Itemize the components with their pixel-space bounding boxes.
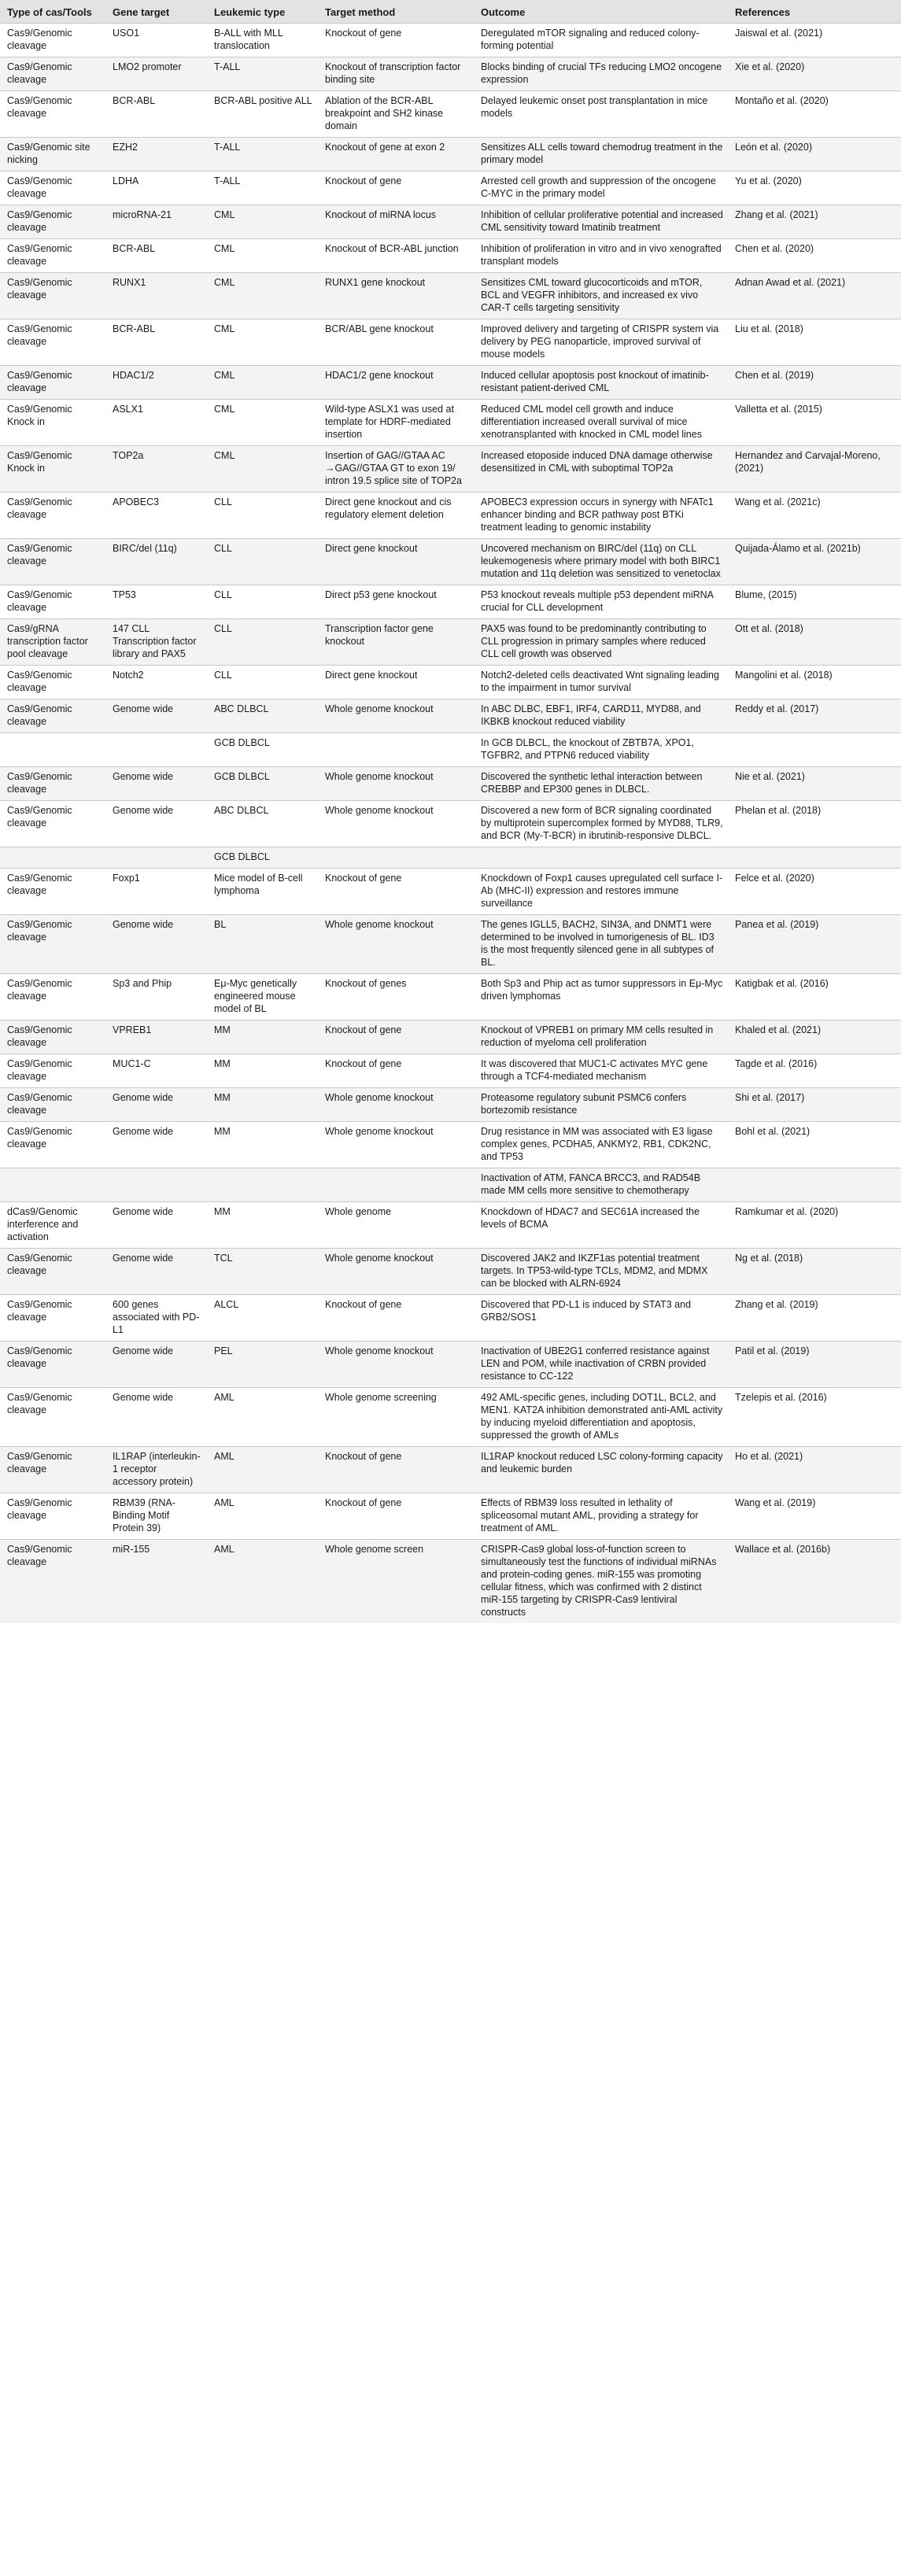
cell-type: Cas9/Genomic cleavage <box>0 91 105 138</box>
cell-type: Cas9/Genomic cleavage <box>0 801 105 847</box>
cell-type: Cas9/Genomic cleavage <box>0 493 105 539</box>
cell-type: Cas9/Genomic cleavage <box>0 1447 105 1493</box>
cell-outcome: Delayed leukemic onset post transplantation in mice models <box>474 91 728 138</box>
cell-reference: Liu et al. (2018) <box>728 319 901 366</box>
table-row <box>0 493 901 539</box>
cell-reference: Katigbak et al. (2016) <box>728 974 901 1020</box>
header-leukemic-type: Leukemic type <box>207 0 318 24</box>
cell-target-method: Whole genome knockout <box>318 915 474 974</box>
cell-reference: Felce et al. (2020) <box>728 869 901 915</box>
cell-reference: Ho et al. (2021) <box>728 1447 901 1493</box>
cell-gene-target: Genome wide <box>105 767 207 801</box>
table-row <box>0 172 901 205</box>
cell-outcome: Discovered that PD-L1 is induced by STAT3 and GRB2/SOS1 <box>474 1295 728 1342</box>
cell-target-method: Whole genome <box>318 1202 474 1249</box>
cell-target-method: Ablation of the BCR-ABL breakpoint and SH2 kinase domain <box>318 91 474 138</box>
cell-reference: Montaño et al. (2020) <box>728 91 901 138</box>
cell-reference: Ott et al. (2018) <box>728 619 901 666</box>
cell-type: Cas9/Genomic cleavage <box>0 1493 105 1540</box>
cell-target-method: Direct gene knockout <box>318 666 474 699</box>
header-target-method: Target method <box>318 0 474 24</box>
cell-type: Cas9/Genomic cleavage <box>0 1388 105 1447</box>
cell-leukemic-type: ABC DLBCL <box>207 699 318 733</box>
cell-target-method: Knockout of gene <box>318 172 474 205</box>
cell-target-method: Knockout of gene <box>318 1493 474 1540</box>
cell-reference: Bohl et al. (2021) <box>728 1122 901 1168</box>
cell-reference: Hernandez and Carvajal-Moreno, (2021) <box>728 446 901 493</box>
cell-gene-target: TOP2a <box>105 446 207 493</box>
table-row <box>0 400 901 446</box>
table-header <box>0 0 901 24</box>
cell-gene-target: Notch2 <box>105 666 207 699</box>
cell-reference: Ng et al. (2018) <box>728 1249 901 1295</box>
cell-reference: Patil et al. (2019) <box>728 1342 901 1388</box>
cell-outcome: In ABC DLBC, EBF1, IRF4, CARD11, MYD88, and IKBKB knockout reduced viability <box>474 699 728 733</box>
cell-leukemic-type: MM <box>207 1020 318 1054</box>
table-row <box>0 915 901 974</box>
cell-target-method: BCR/ABL gene knockout <box>318 319 474 366</box>
cell-type: Cas9/Genomic cleavage <box>0 205 105 239</box>
table-row <box>0 57 901 91</box>
cell-gene-target: Genome wide <box>105 1388 207 1447</box>
cell-outcome: Discovered the synthetic lethal interaction between CREBBP and EP300 genes in DLBCL. <box>474 767 728 801</box>
cell-type: Cas9/Genomic cleavage <box>0 1054 105 1088</box>
cell-reference: Wang et al. (2021c) <box>728 493 901 539</box>
cell-outcome: PAX5 was found to be predominantly contributing to CLL progression in primary samples where reduced CLL cell growth was observed <box>474 619 728 666</box>
cell-type: Cas9/Genomic cleavage <box>0 319 105 366</box>
cell-gene-target: HDAC1/2 <box>105 366 207 400</box>
cell-outcome: Blocks binding of crucial TFs reducing LMO2 oncogene expression <box>474 57 728 91</box>
cell-leukemic-type: CML <box>207 319 318 366</box>
cell-target-method <box>318 733 474 767</box>
cell-leukemic-type: CML <box>207 273 318 319</box>
table-row <box>0 733 901 767</box>
cell-gene-target: VPREB1 <box>105 1020 207 1054</box>
table-row <box>0 1388 901 1447</box>
cell-leukemic-type: AML <box>207 1447 318 1493</box>
cell-reference: León et al. (2020) <box>728 138 901 172</box>
cell-leukemic-type: CML <box>207 400 318 446</box>
cell-gene-target: RUNX1 <box>105 273 207 319</box>
cell-leukemic-type: CML <box>207 205 318 239</box>
cell-target-method <box>318 847 474 869</box>
cell-type: Cas9/gRNA transcription factor pool cleavage <box>0 619 105 666</box>
cell-gene-target: Genome wide <box>105 1342 207 1388</box>
cell-leukemic-type: B-ALL with MLL translocation <box>207 24 318 57</box>
table-row <box>0 1447 901 1493</box>
cell-leukemic-type: GCB DLBCL <box>207 733 318 767</box>
cell-gene-target: microRNA-21 <box>105 205 207 239</box>
cell-gene-target: BIRC/del (11q) <box>105 539 207 585</box>
cell-gene-target: ASLX1 <box>105 400 207 446</box>
cell-type: Cas9/Genomic cleavage <box>0 767 105 801</box>
cell-target-method: Whole genome knockout <box>318 699 474 733</box>
cell-target-method: Transcription factor gene knockout <box>318 619 474 666</box>
table-row <box>0 699 901 733</box>
table-row <box>0 666 901 699</box>
cell-leukemic-type: CLL <box>207 666 318 699</box>
cell-reference: Chen et al. (2019) <box>728 366 901 400</box>
cell-leukemic-type: MM <box>207 1088 318 1122</box>
cell-outcome: Reduced CML model cell growth and induce differentiation increased overall survival of mice xenotransplanted with knocked in CML model lines <box>474 400 728 446</box>
table-row <box>0 1088 901 1122</box>
header-type: Type of cas/Tools <box>0 0 105 24</box>
cell-gene-target: LDHA <box>105 172 207 205</box>
cell-leukemic-type: CLL <box>207 619 318 666</box>
cell-outcome: Arrested cell growth and suppression of the oncogene C-MYC in the primary model <box>474 172 728 205</box>
cell-leukemic-type: TCL <box>207 1249 318 1295</box>
header-references: References <box>728 0 901 24</box>
cell-leukemic-type: CLL <box>207 585 318 619</box>
cell-reference <box>728 847 901 869</box>
cell-outcome: In GCB DLBCL, the knockout of ZBTB7A, XPO1, TGFBR2, and PTPN6 reduced viability <box>474 733 728 767</box>
cell-type: Cas9/Genomic Knock in <box>0 400 105 446</box>
cell-target-method <box>318 1168 474 1202</box>
cell-outcome: Increased etoposide induced DNA damage otherwise desensitized in CML with suboptimal TOP2a <box>474 446 728 493</box>
cell-target-method: Knockout of gene <box>318 1020 474 1054</box>
cell-target-method: Knockout of gene <box>318 1054 474 1088</box>
cell-gene-target: BCR-ABL <box>105 319 207 366</box>
cell-gene-target: Genome wide <box>105 801 207 847</box>
table-row <box>0 1122 901 1168</box>
cell-target-method: Knockout of gene <box>318 1295 474 1342</box>
cell-outcome: Improved delivery and targeting of CRISPR system via delivery by PEG nanoparticle, improved survival of mouse models <box>474 319 728 366</box>
cell-type: Cas9/Genomic cleavage <box>0 1249 105 1295</box>
cell-reference: Wang et al. (2019) <box>728 1493 901 1540</box>
table-row <box>0 585 901 619</box>
cell-leukemic-type: CLL <box>207 493 318 539</box>
cell-leukemic-type: T-ALL <box>207 57 318 91</box>
cell-reference: Jaiswal et al. (2021) <box>728 24 901 57</box>
cell-outcome: Uncovered mechanism on BIRC/del (11q) on CLL leukemogenesis where primary model with both BIRC1 mutation and 11q deletion was sensitized to venetoclax <box>474 539 728 585</box>
cell-outcome: Knockdown of HDAC7 and SEC61A increased the levels of BCMA <box>474 1202 728 1249</box>
cell-type: Cas9/Genomic cleavage <box>0 539 105 585</box>
cell-target-method: Insertion of GAG//GTAA AC →GAG//GTAA GT to exon 19/ intron 19.5 splice site of TOP2a <box>318 446 474 493</box>
table-row <box>0 91 901 138</box>
cell-target-method: RUNX1 gene knockout <box>318 273 474 319</box>
cell-target-method: Whole genome screen <box>318 1540 474 1624</box>
cell-target-method: Wild-type ASLX1 was used at template for HDRF-mediated insertion <box>318 400 474 446</box>
cell-reference: Mangolini et al. (2018) <box>728 666 901 699</box>
cell-outcome: P53 knockout reveals multiple p53 dependent miRNA crucial for CLL development <box>474 585 728 619</box>
cell-outcome: Inactivation of UBE2G1 conferred resistance against LEN and POM, while inactivation of CRBN provided resistance to CC-122 <box>474 1342 728 1388</box>
table-body <box>0 24 901 1624</box>
cell-target-method: Knockout of transcription factor binding site <box>318 57 474 91</box>
cell-target-method: Knockout of miRNA locus <box>318 205 474 239</box>
cell-type: Cas9/Genomic cleavage <box>0 172 105 205</box>
cell-target-method: Knockout of gene at exon 2 <box>318 138 474 172</box>
cell-gene-target: miR-155 <box>105 1540 207 1624</box>
cell-gene-target <box>105 1168 207 1202</box>
cell-reference: Chen et al. (2020) <box>728 239 901 273</box>
cell-gene-target: BCR-ABL <box>105 239 207 273</box>
cell-leukemic-type: MM <box>207 1054 318 1088</box>
cell-leukemic-type: MM <box>207 1202 318 1249</box>
table-row <box>0 539 901 585</box>
table-row <box>0 1540 901 1624</box>
table-row <box>0 1054 901 1088</box>
cell-type: Cas9/Genomic cleavage <box>0 666 105 699</box>
cell-gene-target <box>105 733 207 767</box>
cell-leukemic-type <box>207 1168 318 1202</box>
cell-outcome: Discovered a new form of BCR signaling coordinated by multiprotein supercomplex formed by MYD88, TLR9, and BCR (My-T-BCR) in ibrutinib-responsive DLBCL. <box>474 801 728 847</box>
table-row <box>0 1202 901 1249</box>
cell-gene-target: LMO2 promoter <box>105 57 207 91</box>
cell-leukemic-type: AML <box>207 1493 318 1540</box>
cell-outcome: Inhibition of proliferation in vitro and in vivo xenografted transplant models <box>474 239 728 273</box>
cell-reference: Shi et al. (2017) <box>728 1088 901 1122</box>
cell-outcome: Effects of RBM39 loss resulted in lethality of spliceosomal mutant AML, providing a strategy for treatment of AML. <box>474 1493 728 1540</box>
cell-leukemic-type: BL <box>207 915 318 974</box>
cell-reference: Xie et al. (2020) <box>728 57 901 91</box>
cell-gene-target: TP53 <box>105 585 207 619</box>
cell-type: Cas9/Genomic cleavage <box>0 1295 105 1342</box>
table-row <box>0 138 901 172</box>
cell-leukemic-type: MM <box>207 1122 318 1168</box>
cell-target-method: Knockout of gene <box>318 869 474 915</box>
cell-reference <box>728 733 901 767</box>
table-row <box>0 1020 901 1054</box>
cell-target-method: Knockout of gene <box>318 24 474 57</box>
cell-leukemic-type: T-ALL <box>207 172 318 205</box>
table-row <box>0 24 901 57</box>
cell-type: Cas9/Genomic cleavage <box>0 1088 105 1122</box>
cell-gene-target: 147 CLL Transcription factor library and PAX5 <box>105 619 207 666</box>
cell-gene-target: Sp3 and Phip <box>105 974 207 1020</box>
cell-outcome: It was discovered that MUC1-C activates MYC gene through a TCF4-mediated mechanism <box>474 1054 728 1088</box>
cell-outcome: The genes IGLL5, BACH2, SIN3A, and DNMT1 were determined to be involved in tumorigenesis of BL. ID3 is the most frequently silenced gene in all subtypes of BL. <box>474 915 728 974</box>
cell-target-method: Knockout of gene <box>318 1447 474 1493</box>
cell-type <box>0 1168 105 1202</box>
table-row <box>0 767 901 801</box>
table-row <box>0 319 901 366</box>
cell-reference: Ramkumar et al. (2020) <box>728 1202 901 1249</box>
cell-leukemic-type: CML <box>207 366 318 400</box>
cell-reference: Adnan Awad et al. (2021) <box>728 273 901 319</box>
cell-leukemic-type: GCB DLBCL <box>207 767 318 801</box>
table-row <box>0 1295 901 1342</box>
cell-target-method: Whole genome knockout <box>318 767 474 801</box>
table-row <box>0 366 901 400</box>
cell-gene-target <box>105 847 207 869</box>
cell-reference: Blume, (2015) <box>728 585 901 619</box>
cell-reference: Tagde et al. (2016) <box>728 1054 901 1088</box>
cell-outcome: Induced cellular apoptosis post knockout of imatinib-resistant patient-derived CML <box>474 366 728 400</box>
cell-leukemic-type: AML <box>207 1540 318 1624</box>
table-row <box>0 273 901 319</box>
cell-type: Cas9/Genomic site nicking <box>0 138 105 172</box>
cell-type: Cas9/Genomic cleavage <box>0 273 105 319</box>
cell-type: Cas9/Genomic cleavage <box>0 585 105 619</box>
table-row <box>0 205 901 239</box>
cell-target-method: Whole genome knockout <box>318 1342 474 1388</box>
cell-leukemic-type: PEL <box>207 1342 318 1388</box>
cell-outcome: Deregulated mTOR signaling and reduced colony-forming potential <box>474 24 728 57</box>
cell-outcome: Proteasome regulatory subunit PSMC6 confers bortezomib resistance <box>474 1088 728 1122</box>
cell-gene-target: Genome wide <box>105 915 207 974</box>
cell-target-method: Whole genome knockout <box>318 1249 474 1295</box>
table-row <box>0 1342 901 1388</box>
cell-target-method: Direct gene knockout <box>318 539 474 585</box>
cell-leukemic-type: ALCL <box>207 1295 318 1342</box>
cell-target-method: Whole genome knockout <box>318 801 474 847</box>
cell-type: Cas9/Genomic cleavage <box>0 24 105 57</box>
table-row <box>0 1168 901 1202</box>
cell-reference: Panea et al. (2019) <box>728 915 901 974</box>
cell-reference: Khaled et al. (2021) <box>728 1020 901 1054</box>
cell-reference: Quijada-Álamo et al. (2021b) <box>728 539 901 585</box>
cell-outcome: Discovered JAK2 and IKZF1as potential treatment targets. In TP53-wild-type TCLs, MDM2, and MDMX can be blocked with ALRN-6924 <box>474 1249 728 1295</box>
cell-leukemic-type: CML <box>207 239 318 273</box>
cell-leukemic-type: AML <box>207 1388 318 1447</box>
cell-reference: Yu et al. (2020) <box>728 172 901 205</box>
cell-reference: Zhang et al. (2021) <box>728 205 901 239</box>
header-outcome: Outcome <box>474 0 728 24</box>
cell-gene-target: MUC1-C <box>105 1054 207 1088</box>
cell-leukemic-type: CLL <box>207 539 318 585</box>
header-gene-target: Gene target <box>105 0 207 24</box>
cell-type: Cas9/Genomic cleavage <box>0 239 105 273</box>
cell-reference: Zhang et al. (2019) <box>728 1295 901 1342</box>
cell-target-method: Knockout of genes <box>318 974 474 1020</box>
table-row <box>0 619 901 666</box>
cell-leukemic-type: GCB DLBCL <box>207 847 318 869</box>
cell-reference: Phelan et al. (2018) <box>728 801 901 847</box>
table-row <box>0 1249 901 1295</box>
cell-type: Cas9/Genomic cleavage <box>0 974 105 1020</box>
cell-gene-target: BCR-ABL <box>105 91 207 138</box>
cell-target-method: Whole genome knockout <box>318 1122 474 1168</box>
cell-gene-target: Genome wide <box>105 1088 207 1122</box>
table-row <box>0 869 901 915</box>
cell-type <box>0 847 105 869</box>
cell-target-method: Direct p53 gene knockout <box>318 585 474 619</box>
cell-type: dCas9/Genomic interference and activation <box>0 1202 105 1249</box>
cell-target-method: Direct gene knockout and cis regulatory element deletion <box>318 493 474 539</box>
cell-reference <box>728 1168 901 1202</box>
cell-type: Cas9/Genomic cleavage <box>0 869 105 915</box>
cell-outcome <box>474 847 728 869</box>
cell-leukemic-type: Mice model of B-cell lymphoma <box>207 869 318 915</box>
table-row <box>0 446 901 493</box>
cell-outcome: Inhibition of cellular proliferative potential and increased CML sensitivity toward Imatinib treatment <box>474 205 728 239</box>
cell-target-method: Whole genome screening <box>318 1388 474 1447</box>
cell-target-method: Knockout of BCR-ABL junction <box>318 239 474 273</box>
cell-outcome: Inactivation of ATM, FANCA BRCC3, and RAD54B made MM cells more sensitive to chemotherapy <box>474 1168 728 1202</box>
cell-reference: Nie et al. (2021) <box>728 767 901 801</box>
cell-outcome: Sensitizes ALL cells toward chemodrug treatment in the primary model <box>474 138 728 172</box>
cell-outcome: 492 AML-specific genes, including DOT1L, BCL2, and MEN1. KAT2A inhibition demonstrated anti-AML activity by inducing myeloid differentiation and apoptosis, suppressed the growth of AMLs <box>474 1388 728 1447</box>
cell-type: Cas9/Genomic cleavage <box>0 1342 105 1388</box>
table-row <box>0 801 901 847</box>
cell-gene-target: RBM39 (RNA-Binding Motif Protein 39) <box>105 1493 207 1540</box>
cell-leukemic-type: BCR-ABL positive ALL <box>207 91 318 138</box>
cell-leukemic-type: Eμ-Myc genetically engineered mouse model of BL <box>207 974 318 1020</box>
cell-leukemic-type: ABC DLBCL <box>207 801 318 847</box>
cell-type <box>0 733 105 767</box>
cell-outcome: IL1RAP knockout reduced LSC colony-forming capacity and leukemic burden <box>474 1447 728 1493</box>
cell-gene-target: Genome wide <box>105 1249 207 1295</box>
cell-gene-target: 600 genes associated with PD-L1 <box>105 1295 207 1342</box>
cell-type: Cas9/Genomic cleavage <box>0 1020 105 1054</box>
cell-outcome: Notch2-deleted cells deactivated Wnt signaling leading to the impairment in tumor survival <box>474 666 728 699</box>
cell-type: Cas9/Genomic cleavage <box>0 366 105 400</box>
cell-outcome: Knockout of VPREB1 on primary MM cells resulted in reduction of myeloma cell proliferation <box>474 1020 728 1054</box>
cell-outcome: Knockdown of Foxp1 causes upregulated cell surface I-Ab (MHC-II) expression and restores immune surveillance <box>474 869 728 915</box>
cell-outcome: Both Sp3 and Phip act as tumor suppressors in Eμ-Myc driven lymphomas <box>474 974 728 1020</box>
cell-gene-target: IL1RAP (interleukin-1 receptor accessory protein) <box>105 1447 207 1493</box>
cell-gene-target: EZH2 <box>105 138 207 172</box>
cell-type: Cas9/Genomic cleavage <box>0 915 105 974</box>
cell-type: Cas9/Genomic cleavage <box>0 1122 105 1168</box>
cell-gene-target: Genome wide <box>105 1202 207 1249</box>
cell-type: Cas9/Genomic cleavage <box>0 699 105 733</box>
table-row <box>0 974 901 1020</box>
cell-outcome: APOBEC3 expression occurs in synergy with NFATc1 enhancer binding and BCR pathway post BTKi treatment leading to genomic instability <box>474 493 728 539</box>
cell-gene-target: Foxp1 <box>105 869 207 915</box>
cell-leukemic-type: CML <box>207 446 318 493</box>
cell-gene-target: Genome wide <box>105 699 207 733</box>
cell-outcome: Sensitizes CML toward glucocorticoids and mTOR, BCL and VEGFR inhibitors, and increased ex vivo CAR-T cells targeting sensitivity <box>474 273 728 319</box>
cell-reference: Wallace et al. (2016b) <box>728 1540 901 1624</box>
cell-outcome: Drug resistance in MM was associated with E3 ligase complex genes, PCDHA5, ANKMY2, RB1, CDK2NC, and TP53 <box>474 1122 728 1168</box>
cell-type: Cas9/Genomic cleavage <box>0 1540 105 1624</box>
cell-gene-target: Genome wide <box>105 1122 207 1168</box>
cell-gene-target: USO1 <box>105 24 207 57</box>
cell-target-method: HDAC1/2 gene knockout <box>318 366 474 400</box>
cell-reference: Reddy et al. (2017) <box>728 699 901 733</box>
cell-type: Cas9/Genomic Knock in <box>0 446 105 493</box>
cell-target-method: Whole genome knockout <box>318 1088 474 1122</box>
header-row <box>0 0 901 24</box>
cell-gene-target: APOBEC3 <box>105 493 207 539</box>
cell-leukemic-type: T-ALL <box>207 138 318 172</box>
table-row <box>0 239 901 273</box>
cell-reference: Tzelepis et al. (2016) <box>728 1388 901 1447</box>
table-row <box>0 847 901 869</box>
cell-outcome: CRISPR-Cas9 global loss-of-function screen to simultaneously test the functions of individual miRNAs and protein-coding genes. miR-155 was promoting cellular fitness, which was confirmed with 2 distinct miR-155 targeting by CRISPR-Cas9 lentiviral constructs <box>474 1540 728 1624</box>
table-row <box>0 1493 901 1540</box>
cell-reference: Valletta et al. (2015) <box>728 400 901 446</box>
cell-type: Cas9/Genomic cleavage <box>0 57 105 91</box>
